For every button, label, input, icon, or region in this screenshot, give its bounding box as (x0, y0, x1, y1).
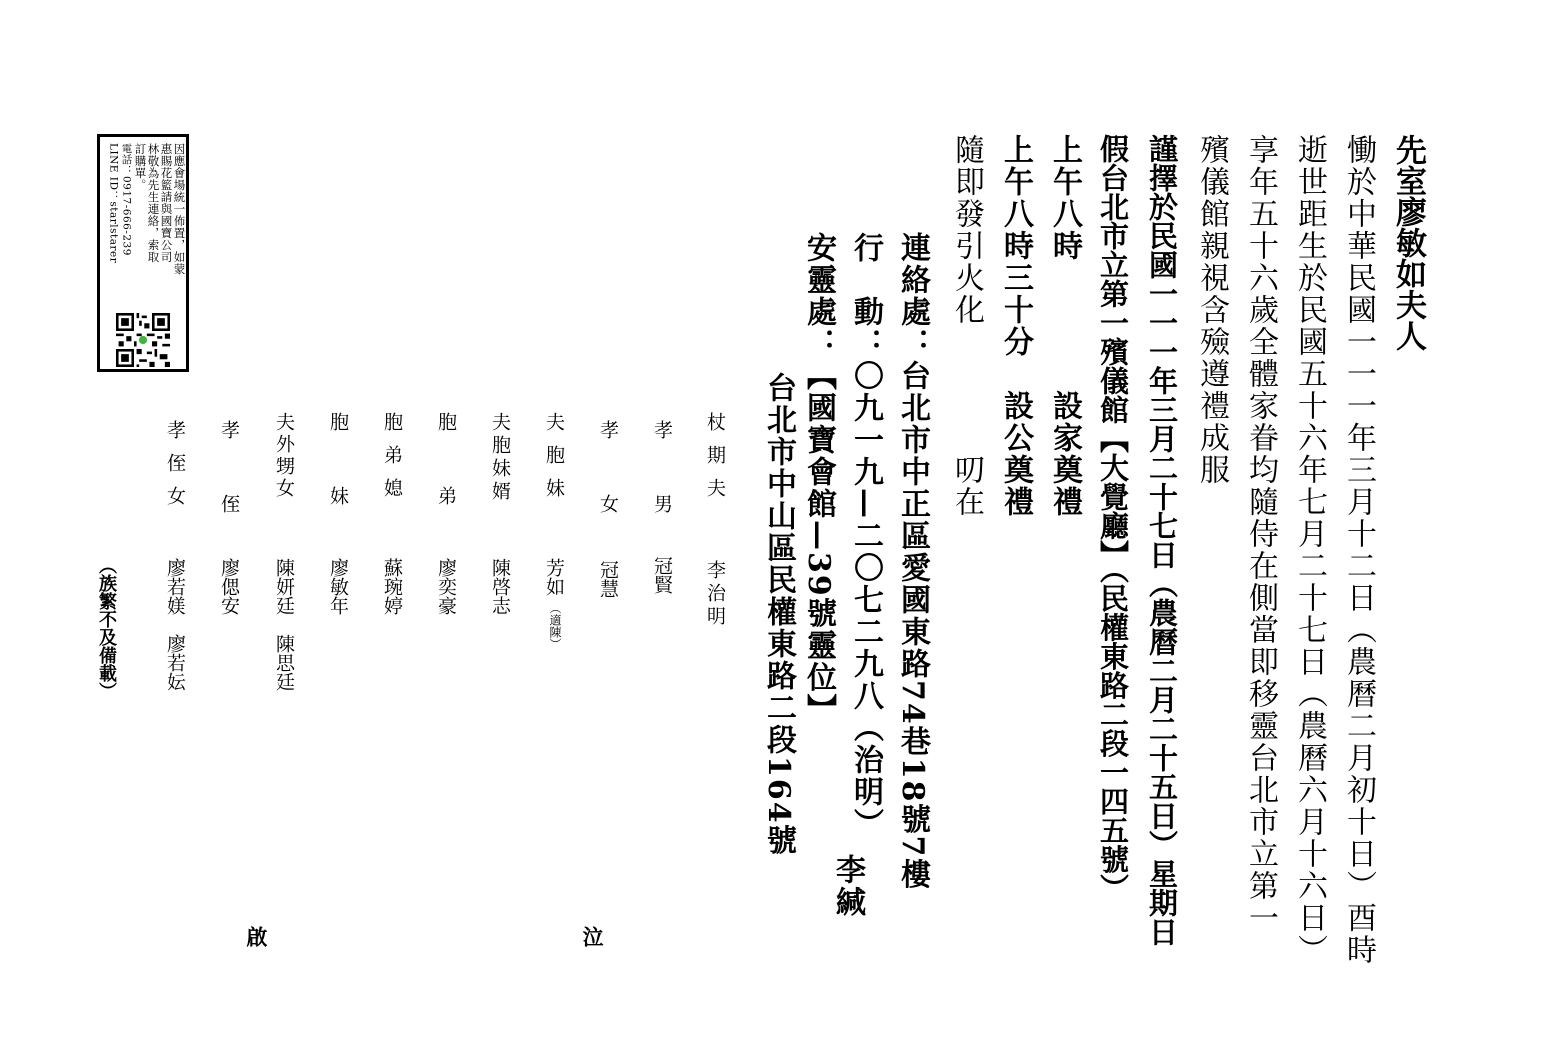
notice-line-6: LINE ID：starlstarer (107, 143, 120, 264)
family-names-4: 芳如 (543, 558, 565, 596)
family-names-9: 陳妍廷 陳思廷 (273, 558, 295, 691)
announcement-line-2: 逝世距生於民國五十六年七月二十七日（農曆六月十六日） (1292, 134, 1327, 966)
announcement-line-4: 殯儀館親視含殮遵禮成服 (1194, 134, 1229, 486)
announcement-line-9: 隨即發引火化 叨在 (949, 134, 984, 518)
family-note-4: （適陳） (548, 602, 562, 650)
family-relation-7: 胞弟媳 (381, 412, 403, 511)
family-names-5: 陳啓志 (489, 558, 511, 615)
family-relation-1: 杖期夫 (704, 412, 726, 511)
announcement-line-3: 享年五十六歲全體家眷均隨侍在側當即移靈台北市立第一 (1243, 134, 1278, 934)
announcement-line-1: 慟於中華民國一一一年三月十二日（農曆二月初十日）酉時 (1341, 134, 1376, 966)
family-relation-9: 夫外甥女 (273, 412, 295, 500)
family-relation-2: 孝 男 (651, 420, 673, 531)
notice-line-1: 因應會場統一佈置，如蒙 (172, 143, 187, 275)
family-names-7: 蘇琬婷 (381, 558, 403, 615)
family-footnote: （族繁不及備載） (96, 556, 117, 700)
closing-announce: 啟 (244, 926, 269, 947)
closing-weep: 泣 (580, 926, 605, 947)
deceased-title: 先室廖敏如夫人 (1390, 134, 1426, 351)
family-relation-5: 夫胞妹婿 (489, 412, 511, 504)
family-names-2: 冠賢 (651, 556, 673, 594)
family-names-3: 冠慧 (597, 560, 619, 598)
announcement-line-8: 上午八時三十分 設公奠禮 (998, 134, 1033, 518)
family-relation-4: 夫胞妹 (543, 412, 565, 511)
family-relation-10: 孝 侄 (218, 420, 240, 531)
shrine-address: 台北市中山區民權東路二段164號 (761, 372, 796, 857)
family-relation-6: 胞 弟 (435, 412, 457, 523)
signer-name: 李緘 (830, 854, 865, 918)
announcement-line-6: 假台北市立第一殯儀館【大覺廳】（民權東路二段一四五號） (1096, 134, 1130, 903)
shrine-location: 安靈處：【國寶會館—39號靈位】 (801, 232, 836, 726)
announcement-line-7: 上午八時 設家奠禮 (1047, 134, 1082, 518)
contact-phone: 行 動：〇九一九—二〇七二九八（治明） (848, 232, 883, 840)
notice-line-3: 林敬為先生連絡，索取 (146, 143, 161, 263)
family-names-1: 李治明 (704, 560, 726, 629)
family-names-6: 廖奕豪 (435, 558, 457, 615)
notice-line-5: 電話：0917-666-239 (120, 143, 133, 256)
family-relation-3: 孝 女 (597, 420, 619, 531)
family-relation-8: 胞 妹 (327, 412, 349, 523)
qr-code-icon[interactable] (116, 313, 170, 367)
family-names-11: 廖若媄 廖若妘 (164, 558, 186, 691)
flower-notice-box (97, 134, 189, 372)
family-names-10: 廖偲安 (218, 558, 240, 615)
contact-address: 連絡處：台北市中正區愛國東路74巷18號7樓 (895, 232, 930, 891)
notice-line-2: 惠賜花籃請與國寶公司 (159, 143, 174, 263)
announcement-line-5: 謹擇於民國一一一年三月二十七日（農曆二月二十五日）星期日 (1145, 134, 1179, 946)
notice-line-4: 訂購單。 (133, 143, 148, 191)
family-relation-11: 孝侄女 (164, 420, 186, 519)
family-names-8: 廖敏年 (327, 558, 349, 615)
